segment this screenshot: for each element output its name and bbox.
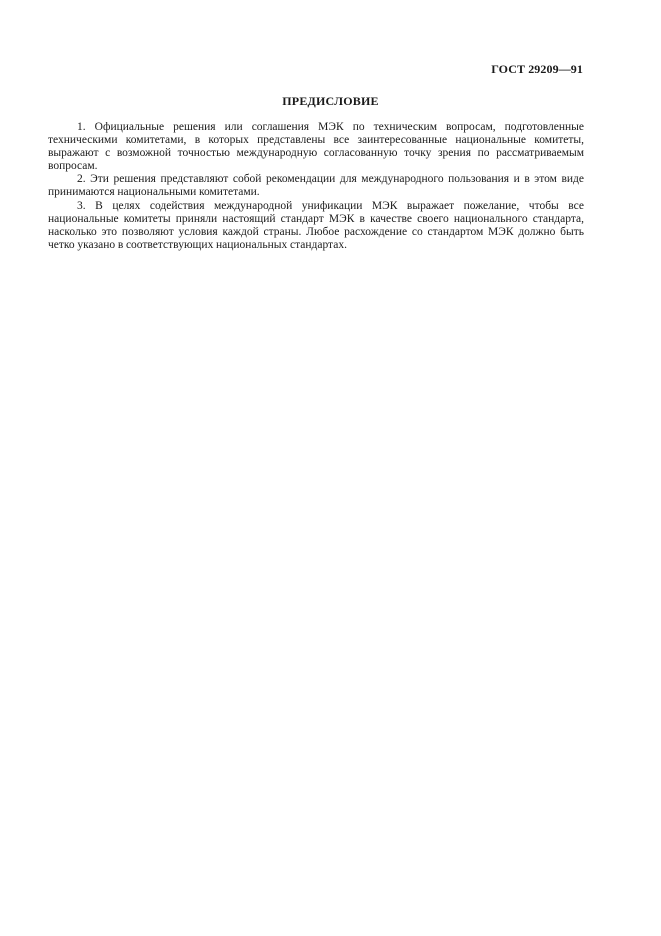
foreword-body bbox=[48, 121, 584, 252]
paragraph-1: 1. Официальные решения или соглашения МЭК по техническим вопросам, подготовленные техническими комитетами, в которых представлены все заинтересованные национальные комитеты, выражают с возможной точностью международную согласованную точку зрения по рассматриваемым вопросам. bbox=[48, 121, 584, 173]
paragraph-2: 2. Эти решения представляют собой рекомендации для международного пользования и в этом виде принимаются национальными комитетами. bbox=[48, 173, 584, 199]
paragraph-3: 3. В целях содействия международной унификации МЭК выражает пожелание, чтобы все национальные комитеты приняли настоящий стандарт МЭК в качестве своего национального стандарта, насколько это позволяют условия каждой страны. Любое расхождение со стандартом МЭК должно быть четко указано в соответствующих национальных стандартах. bbox=[48, 199, 584, 251]
section-title: ПРЕДИСЛОВИЕ bbox=[282, 94, 379, 108]
document-code: ГОСТ 29209—91 bbox=[491, 62, 583, 76]
